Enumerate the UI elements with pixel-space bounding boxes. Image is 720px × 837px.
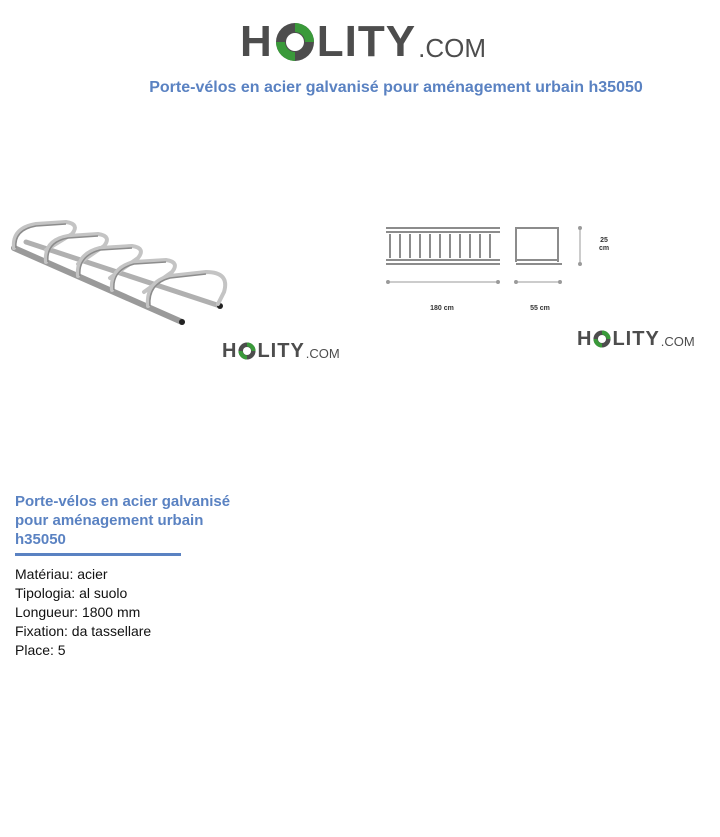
logo-o-icon (275, 22, 315, 62)
logo-o-icon (593, 330, 611, 348)
bike-rack-image (6, 218, 238, 336)
spec-fixation: Fixation: da tassellare (15, 623, 152, 639)
logo-text-com: .COM (660, 334, 695, 349)
holity-logo[interactable] (240, 12, 486, 64)
title-underline (15, 553, 181, 556)
spec-list (15, 565, 151, 660)
logo-text-h: H (577, 328, 593, 350)
drawing-watermark-logo (577, 329, 695, 349)
dimension-drawing (380, 220, 620, 320)
logo-text-lity: LITY (316, 17, 417, 66)
height-value-label: 25 (600, 237, 608, 244)
spec-length: Longueur: 1800 mm (15, 604, 141, 620)
logo-text-lity: LITY (612, 328, 660, 350)
logo-text-com: .COM (305, 346, 340, 361)
height-unit-label: cm (598, 245, 610, 252)
logo-text-h: H (222, 340, 238, 362)
spec-material: Matériau: acier (15, 566, 108, 582)
spec-typology: Tipologia: al suolo (15, 585, 128, 601)
page-title: Porte-vélos en acier galvanisé pour aménagement urbain h35050 (149, 79, 643, 96)
logo-text-lity: LITY (257, 340, 305, 362)
length-label: 180 cm (430, 305, 454, 312)
logo-text-com: .COM (418, 33, 486, 63)
spec-places: Place: 5 (15, 642, 66, 658)
product-image-watermark-logo (222, 341, 340, 361)
product-title: Porte-vélos en acier galvanisé pour aménagement urbain h35050 (15, 493, 231, 548)
logo-o-icon (238, 342, 256, 360)
logo-text-h: H (240, 17, 273, 66)
depth-label: 55 cm (530, 305, 550, 312)
